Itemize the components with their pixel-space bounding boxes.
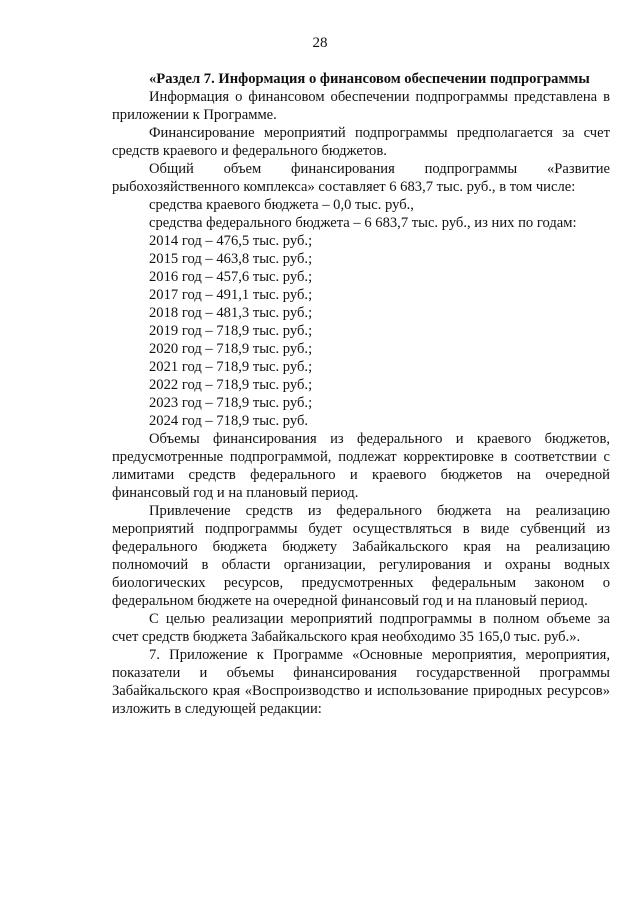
paragraph-regional-need: С целью реализации мероприятий подпрограммы в полном объеме за счет средств бюджета Забайкальского края необходимо 35 165,0 тыс. руб.». (112, 611, 610, 645)
federal-budget-line: средства федерального бюджета – 6 683,7 тыс. руб., из них по годам: (149, 215, 577, 231)
paragraph-federal-subventions: Привлечение средств из федерального бюджета на реализацию мероприятий подпрограммы будет осуществляться в виде субвенций из федерального бюджета бюджету Забайкальского края на реализацию полномочий в области организации, регулирования и охраны водных биологических ресурсов, предусмотренных федеральным законом о федеральном бюджете на очередной финансовый год и на плановый период. (112, 503, 610, 609)
paragraph-appendix-amendment: 7. Приложение к Программе «Основные мероприятия, мероприятия, показатели и объемы финансирования государственной программы Забайкальского края «Воспроизводство и использование природных ресурсов» изложить в следующей редакции: (112, 647, 610, 717)
year-funding-item: 2014 год – 476,5 тыс. руб.; (149, 233, 313, 249)
year-funding-item: 2019 год – 718,9 тыс. руб.; (149, 323, 313, 339)
year-funding-item: 2024 год – 718,9 тыс. руб. (149, 413, 309, 429)
section-heading: «Раздел 7. Информация о финансовом обеспечении подпрограммы (149, 71, 590, 87)
regional-budget-line: средства краевого бюджета – 0,0 тыс. руб., (149, 197, 414, 213)
year-funding-item: 2023 год – 718,9 тыс. руб.; (149, 395, 313, 411)
year-funding-item: 2018 год – 481,3 тыс. руб.; (149, 305, 313, 321)
paragraph-total-volume: Общий объем финансирования подпрограммы «Развитие рыбохозяйственного комплекса» составляет 6 683,7 тыс. руб., в том числе: (112, 161, 610, 195)
paragraph-funding-sources: Финансирование мероприятий подпрограммы предполагается за счет средств краевого и федерального бюджетов. (112, 125, 610, 159)
year-funding-item: 2022 год – 718,9 тыс. руб.; (149, 377, 313, 393)
paragraph-funding-adjustment: Объемы финансирования из федерального и краевого бюджетов, предусмотренные подпрограммой, подлежат корректировке в соответствии с лимитами средств федерального и краевого бюджетов на очередной финансовый год и на плановый период. (112, 431, 610, 501)
year-funding-item: 2017 год – 491,1 тыс. руб.; (149, 287, 313, 303)
paragraph-funding-info: Информация о финансовом обеспечении подпрограммы представлена в приложении к Программе. (112, 89, 610, 123)
year-funding-item: 2020 год – 718,9 тыс. руб.; (149, 341, 313, 357)
year-funding-item: 2016 год – 457,6 тыс. руб.; (149, 269, 313, 285)
year-funding-item: 2015 год – 463,8 тыс. руб.; (149, 251, 313, 267)
document-body (112, 70, 610, 718)
funding-by-year-list (112, 232, 610, 430)
year-funding-item: 2021 год – 718,9 тыс. руб.; (149, 359, 313, 375)
page-number: 28 (312, 35, 328, 51)
